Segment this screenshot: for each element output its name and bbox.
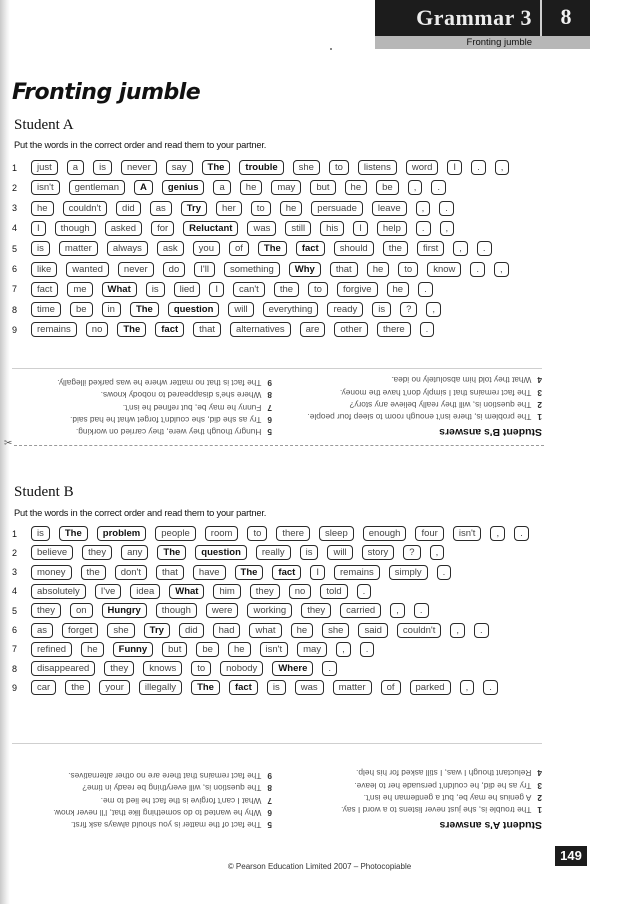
word-tile[interactable]: something <box>224 262 280 277</box>
word-tile[interactable]: isn't <box>260 642 289 657</box>
word-row <box>12 525 529 542</box>
word-tile[interactable]: gentleman <box>69 180 125 195</box>
word-tile[interactable]: The <box>258 241 287 256</box>
word-row <box>12 602 429 619</box>
word-tile[interactable]: he <box>81 642 104 657</box>
word-tile[interactable]: question <box>195 545 247 560</box>
answer-line: 5The fact of the matter is you should always ask first. <box>70 820 272 830</box>
student-a-answers <box>12 755 542 831</box>
answer-line: 9The fact is that no matter where he was parked illegally. <box>57 378 272 389</box>
word-tile[interactable]: do <box>163 262 186 277</box>
word-tile[interactable]: that <box>156 565 184 580</box>
word-tile[interactable]: I'll <box>194 262 215 277</box>
unit-title: Grammar 3 <box>416 5 532 30</box>
word-tile[interactable]: . <box>420 322 435 337</box>
word-tile[interactable]: just <box>31 160 58 175</box>
word-tile[interactable]: The <box>130 302 159 317</box>
row-number: 6 <box>12 264 18 274</box>
word-tile[interactable]: any <box>121 545 148 560</box>
word-tile[interactable]: were <box>206 603 239 618</box>
word-tile[interactable]: say <box>166 160 193 175</box>
word-tile[interactable]: room <box>205 526 239 541</box>
word-tile[interactable]: . <box>414 603 429 618</box>
word-tile[interactable]: they <box>250 584 280 599</box>
word-tile[interactable]: to <box>247 526 267 541</box>
row-number: 1 <box>12 528 18 539</box>
word-tile[interactable]: be <box>376 180 399 195</box>
word-tile[interactable]: everything <box>263 302 319 317</box>
word-tile[interactable]: in <box>102 302 121 317</box>
word-tile[interactable]: remains <box>31 322 77 337</box>
word-tile[interactable]: leave <box>372 201 407 216</box>
word-tile[interactable]: , <box>440 221 455 236</box>
word-tile[interactable]: told <box>320 584 347 599</box>
word-row <box>12 321 434 338</box>
word-tile[interactable]: fact <box>229 680 258 695</box>
answers-heading: Student A's answers <box>439 819 542 831</box>
word-tile[interactable]: remains <box>334 565 380 580</box>
word-tile[interactable]: isn't <box>453 526 482 541</box>
word-tile[interactable]: fact <box>272 565 301 580</box>
word-tile[interactable]: enough <box>363 526 407 541</box>
word-tile[interactable]: is <box>93 160 112 175</box>
word-tile[interactable]: help <box>377 221 407 236</box>
word-tile[interactable]: . <box>418 282 433 297</box>
word-tile[interactable]: first <box>417 241 444 256</box>
word-tile[interactable]: The <box>157 545 186 560</box>
word-tile[interactable]: he <box>345 180 368 195</box>
word-tile[interactable]: Why <box>289 262 321 277</box>
word-tile[interactable]: always <box>107 241 148 256</box>
word-tile[interactable]: ? <box>400 302 417 317</box>
word-tile[interactable]: trouble <box>239 160 283 175</box>
answer-line: 6Try as she did, she couldn't forget what he had said. <box>70 414 272 425</box>
word-tile[interactable]: him <box>213 584 240 599</box>
word-tile[interactable]: may <box>271 180 301 195</box>
word-tile[interactable]: matter <box>59 241 98 256</box>
word-tile[interactable]: the <box>81 565 106 580</box>
word-tile[interactable]: I <box>447 160 462 175</box>
word-tile[interactable]: though <box>55 221 96 236</box>
word-tile[interactable]: is <box>267 680 286 695</box>
word-tile[interactable]: is <box>31 526 50 541</box>
word-tile[interactable]: he <box>31 201 54 216</box>
word-row <box>12 301 441 318</box>
word-tile[interactable]: no <box>289 584 312 599</box>
word-tile[interactable]: couldn't <box>63 201 107 216</box>
word-tile[interactable]: for <box>151 221 174 236</box>
word-tile[interactable]: people <box>155 526 196 541</box>
word-tile[interactable]: that <box>330 262 358 277</box>
word-tile[interactable]: what <box>249 623 281 638</box>
answers-heading: Student B's answers <box>439 426 542 438</box>
word-row <box>12 200 454 217</box>
word-tile[interactable]: I <box>209 282 224 297</box>
word-tile[interactable]: fact <box>31 282 58 297</box>
row-number: 5 <box>12 605 18 616</box>
answer-line: 4Reluctant though I was, I still asked for his help. <box>356 768 542 779</box>
answers-right-column <box>57 377 272 438</box>
word-row <box>12 679 498 696</box>
word-tile[interactable]: . <box>322 661 337 676</box>
word-tile[interactable]: I <box>310 565 325 580</box>
word-tile[interactable]: to <box>191 661 211 676</box>
word-tile[interactable]: was <box>295 680 324 695</box>
word-tile[interactable]: parked <box>410 680 451 695</box>
word-tile[interactable]: should <box>334 241 374 256</box>
word-tile[interactable]: , <box>460 680 475 695</box>
student-b-instruction: Put the words in the correct order and read them to your partner. <box>14 508 267 518</box>
word-tile[interactable]: , <box>495 160 510 175</box>
word-row <box>12 261 509 278</box>
word-tile[interactable]: . <box>514 526 529 541</box>
word-tile[interactable]: , <box>336 642 351 657</box>
word-tile[interactable]: The <box>202 160 231 175</box>
word-tile[interactable]: working <box>247 603 292 618</box>
word-tile[interactable]: to <box>308 282 328 297</box>
word-row <box>12 240 492 257</box>
word-tile[interactable]: disappeared <box>31 661 95 676</box>
word-tile[interactable]: a <box>213 180 230 195</box>
word-tile[interactable]: ? <box>403 545 420 560</box>
word-tile[interactable]: but <box>162 642 187 657</box>
word-tile[interactable]: story <box>362 545 395 560</box>
word-tile[interactable]: did <box>179 623 204 638</box>
word-tile[interactable]: time <box>31 302 61 317</box>
word-tile[interactable]: you <box>193 241 220 256</box>
word-tile[interactable]: he <box>291 623 314 638</box>
unit-number: 8 <box>560 4 572 29</box>
word-tile[interactable]: . <box>477 241 492 256</box>
row-number: 1 <box>12 162 18 173</box>
word-row <box>12 281 433 298</box>
answer-line: 6Why he wanted to do something like that, I'll never know. <box>53 807 272 818</box>
word-tile[interactable]: Try <box>144 623 170 638</box>
word-tile[interactable]: that <box>193 322 221 337</box>
word-tile[interactable]: can't <box>233 282 265 297</box>
answer-line: 3The fact remains that I simply don't have the money. <box>339 387 542 398</box>
word-tile[interactable]: . <box>437 565 452 580</box>
word-tile[interactable]: carried <box>340 603 381 618</box>
word-tile[interactable]: is <box>300 545 319 560</box>
word-tile[interactable]: idea <box>130 584 160 599</box>
word-tile[interactable]: forgive <box>337 282 378 297</box>
word-tile[interactable]: word <box>406 160 439 175</box>
row-number: 3 <box>12 203 18 214</box>
word-tile[interactable]: problem <box>97 526 146 541</box>
row-number: 7 <box>12 644 18 655</box>
word-tile[interactable]: What <box>169 584 204 599</box>
student-b-answers <box>12 375 542 438</box>
word-tile[interactable]: The <box>235 565 264 580</box>
word-tile[interactable]: had <box>213 623 241 638</box>
word-tile[interactable]: four <box>415 526 443 541</box>
word-tile[interactable]: persuade <box>311 201 363 216</box>
word-tile[interactable]: wanted <box>66 262 109 277</box>
word-tile[interactable]: ask <box>157 241 184 256</box>
word-tile[interactable]: , <box>453 241 468 256</box>
word-tile[interactable]: forget <box>62 623 98 638</box>
word-row <box>12 179 446 196</box>
word-tile[interactable]: A <box>134 180 153 195</box>
word-tile[interactable]: The <box>191 680 220 695</box>
word-tile[interactable]: refined <box>31 642 72 657</box>
word-tile[interactable]: , <box>426 302 441 317</box>
word-tile[interactable]: . <box>470 262 485 277</box>
page-title: Fronting jumble <box>12 80 201 105</box>
student-b-heading: Student B <box>14 484 74 500</box>
word-tile[interactable]: as <box>150 201 172 216</box>
row-number: 6 <box>12 625 18 635</box>
answer-line: 8Where she's disappeared to nobody knows. <box>100 390 272 401</box>
row-number: 4 <box>12 586 18 597</box>
word-tile[interactable]: I <box>31 221 46 236</box>
copyright-footer: © Pearson Education Limited 2007 – Photocopiable <box>227 862 412 871</box>
word-tile[interactable]: question <box>168 302 220 317</box>
word-row <box>12 622 489 639</box>
word-tile[interactable]: sleep <box>319 526 354 541</box>
word-tile[interactable]: is <box>146 282 165 297</box>
student-a-heading: Student A <box>14 117 74 133</box>
word-tile[interactable]: still <box>285 221 311 236</box>
word-tile[interactable]: simply <box>389 565 428 580</box>
word-tile[interactable]: though <box>156 603 197 618</box>
word-tile[interactable]: he <box>228 642 251 657</box>
word-tile[interactable]: is <box>31 241 50 256</box>
word-tile[interactable]: your <box>99 680 129 695</box>
word-tile[interactable]: . <box>416 221 431 236</box>
word-tile[interactable]: a <box>67 160 84 175</box>
word-tile[interactable]: be <box>196 642 219 657</box>
unit-subtitle: Fronting jumble <box>466 37 532 48</box>
scissors-icon: ✂ <box>4 438 13 449</box>
answer-line: 5Hungry though they were, they carried on working. <box>75 427 272 437</box>
word-tile[interactable]: isn't <box>31 180 60 195</box>
word-row <box>12 220 454 237</box>
word-tile[interactable]: the <box>274 282 299 297</box>
row-number: 9 <box>12 682 18 693</box>
word-tile[interactable]: Funny <box>113 642 154 657</box>
word-tile[interactable]: other <box>334 322 368 337</box>
word-row <box>12 159 509 176</box>
word-tile[interactable]: I've <box>95 584 122 599</box>
word-tile[interactable]: the <box>65 680 90 695</box>
row-number: 9 <box>12 324 18 335</box>
word-tile[interactable]: , <box>494 262 509 277</box>
word-tile[interactable]: , <box>450 623 465 638</box>
word-tile[interactable]: to <box>251 201 271 216</box>
word-tile[interactable]: lied <box>174 282 201 297</box>
word-tile[interactable]: his <box>320 221 344 236</box>
row-number: 8 <box>12 663 18 674</box>
word-tile[interactable]: like <box>31 262 57 277</box>
word-tile[interactable]: Try <box>181 201 207 216</box>
word-tile[interactable]: What <box>102 282 137 297</box>
cut-line <box>14 445 544 446</box>
row-number: 7 <box>12 284 18 295</box>
word-tile[interactable]: to <box>398 262 418 277</box>
word-tile[interactable]: is <box>372 302 391 317</box>
word-tile[interactable]: there <box>377 322 411 337</box>
word-tile[interactable]: Where <box>272 661 313 676</box>
word-tile[interactable]: he <box>367 262 390 277</box>
word-tile[interactable]: genius <box>162 180 205 195</box>
word-tile[interactable]: . <box>439 201 454 216</box>
word-tile[interactable]: alternatives <box>230 322 291 337</box>
row-number: 2 <box>12 182 18 193</box>
word-tile[interactable]: on <box>70 603 93 618</box>
word-tile[interactable]: . <box>483 680 498 695</box>
row-number: 3 <box>12 567 18 578</box>
page-number: 149 <box>555 846 587 866</box>
word-tile[interactable]: never <box>121 160 157 175</box>
answer-line: 4What they told him absolutely no idea. <box>391 375 542 386</box>
row-number: 4 <box>12 223 18 234</box>
word-tile[interactable]: . <box>360 642 375 657</box>
word-tile[interactable]: . <box>357 584 372 599</box>
word-tile[interactable]: said <box>358 623 387 638</box>
word-row <box>12 564 451 581</box>
word-tile[interactable]: ready <box>327 302 363 317</box>
word-tile[interactable]: . <box>471 160 486 175</box>
word-tile[interactable]: as <box>31 623 53 638</box>
word-tile[interactable]: don't <box>115 565 147 580</box>
word-tile[interactable]: . <box>431 180 446 195</box>
answers-right-column <box>53 770 272 831</box>
word-tile[interactable]: absolutely <box>31 584 86 599</box>
word-tile[interactable]: to <box>329 160 349 175</box>
word-tile[interactable]: asked <box>105 221 142 236</box>
answer-line: 1The trouble is, she just never listens to a word I say. <box>341 805 542 815</box>
word-tile[interactable]: fact <box>155 322 184 337</box>
word-tile[interactable]: couldn't <box>397 623 441 638</box>
decorative-dot <box>330 48 332 50</box>
word-tile[interactable]: they <box>82 545 112 560</box>
word-tile[interactable]: her <box>216 201 242 216</box>
answer-line: 3Try as he did, he couldn't persuade her to leave. <box>354 780 542 791</box>
answer-line: 2A genius he may be, but a gentleman he isn't. <box>363 792 542 803</box>
student-a-instruction: Put the words in the correct order and read them to your partner. <box>14 140 267 150</box>
word-tile[interactable]: they <box>301 603 331 618</box>
word-tile[interactable]: matter <box>333 680 372 695</box>
answer-line: 7Funny he may be, but refined he isn't. <box>122 402 272 413</box>
word-tile[interactable]: , <box>490 526 505 541</box>
word-tile[interactable]: he <box>240 180 263 195</box>
word-tile[interactable]: was <box>247 221 276 236</box>
word-tile[interactable]: really <box>256 545 291 560</box>
word-tile[interactable]: money <box>31 565 72 580</box>
word-tile[interactable]: they <box>31 603 61 618</box>
word-tile[interactable]: the <box>383 241 408 256</box>
word-tile[interactable]: they <box>104 661 134 676</box>
word-tile[interactable]: of <box>229 241 249 256</box>
word-tile[interactable]: , <box>408 180 423 195</box>
word-tile[interactable]: fact <box>296 241 325 256</box>
word-tile[interactable]: I <box>353 221 368 236</box>
word-tile[interactable]: The <box>117 322 146 337</box>
word-tile[interactable]: me <box>67 282 92 297</box>
word-row <box>12 660 337 677</box>
word-tile[interactable]: she <box>322 623 349 638</box>
word-tile[interactable]: no <box>86 322 109 337</box>
word-tile[interactable]: , <box>416 201 431 216</box>
answers-left-column <box>341 767 542 816</box>
word-tile[interactable]: but <box>310 180 335 195</box>
word-tile[interactable]: listens <box>358 160 397 175</box>
word-tile[interactable]: be <box>70 302 93 317</box>
word-tile[interactable]: there <box>276 526 310 541</box>
word-tile[interactable]: have <box>193 565 226 580</box>
word-tile[interactable]: Reluctant <box>183 221 238 236</box>
answer-line: 8The question is, will everything be ready in time? <box>82 783 272 794</box>
word-tile[interactable]: know <box>427 262 461 277</box>
word-tile[interactable]: nobody <box>220 661 263 676</box>
word-tile[interactable]: he <box>280 201 303 216</box>
word-tile[interactable]: knows <box>143 661 182 676</box>
page-edge-shadow <box>0 0 13 904</box>
word-tile[interactable]: she <box>293 160 320 175</box>
word-tile[interactable]: she <box>107 623 134 638</box>
word-tile[interactable]: , <box>430 545 445 560</box>
word-tile[interactable]: never <box>118 262 154 277</box>
word-tile[interactable]: will <box>228 302 253 317</box>
row-number: 5 <box>12 243 18 254</box>
word-row <box>12 583 371 600</box>
word-tile[interactable]: are <box>300 322 326 337</box>
row-number: 2 <box>12 547 18 558</box>
word-tile[interactable]: illegally <box>139 680 182 695</box>
word-tile[interactable]: The <box>59 526 88 541</box>
word-tile[interactable]: he <box>387 282 410 297</box>
answer-line: 2The question is, will they really believe any story? <box>349 399 542 410</box>
unit-subtitle-bar <box>375 36 590 49</box>
word-tile[interactable]: believe <box>31 545 73 560</box>
word-row <box>12 544 444 561</box>
answer-line: 9The fact remains that there are no other alternatives. <box>68 771 272 782</box>
word-tile[interactable]: , <box>390 603 405 618</box>
word-tile[interactable]: may <box>297 642 327 657</box>
answer-line: 7What I can't forgive is the fact he lied to me. <box>100 795 272 806</box>
word-tile[interactable]: Hungry <box>102 603 147 618</box>
word-tile[interactable]: car <box>31 680 56 695</box>
word-tile[interactable]: of <box>381 680 401 695</box>
row-number: 8 <box>12 304 18 315</box>
word-row <box>12 641 374 658</box>
word-tile[interactable]: will <box>327 545 352 560</box>
word-tile[interactable]: did <box>116 201 141 216</box>
answer-line: 1The problem is, there isn't enough room to sleep four people. <box>307 412 542 422</box>
word-tile[interactable]: . <box>474 623 489 638</box>
answers-left-column <box>307 374 542 423</box>
